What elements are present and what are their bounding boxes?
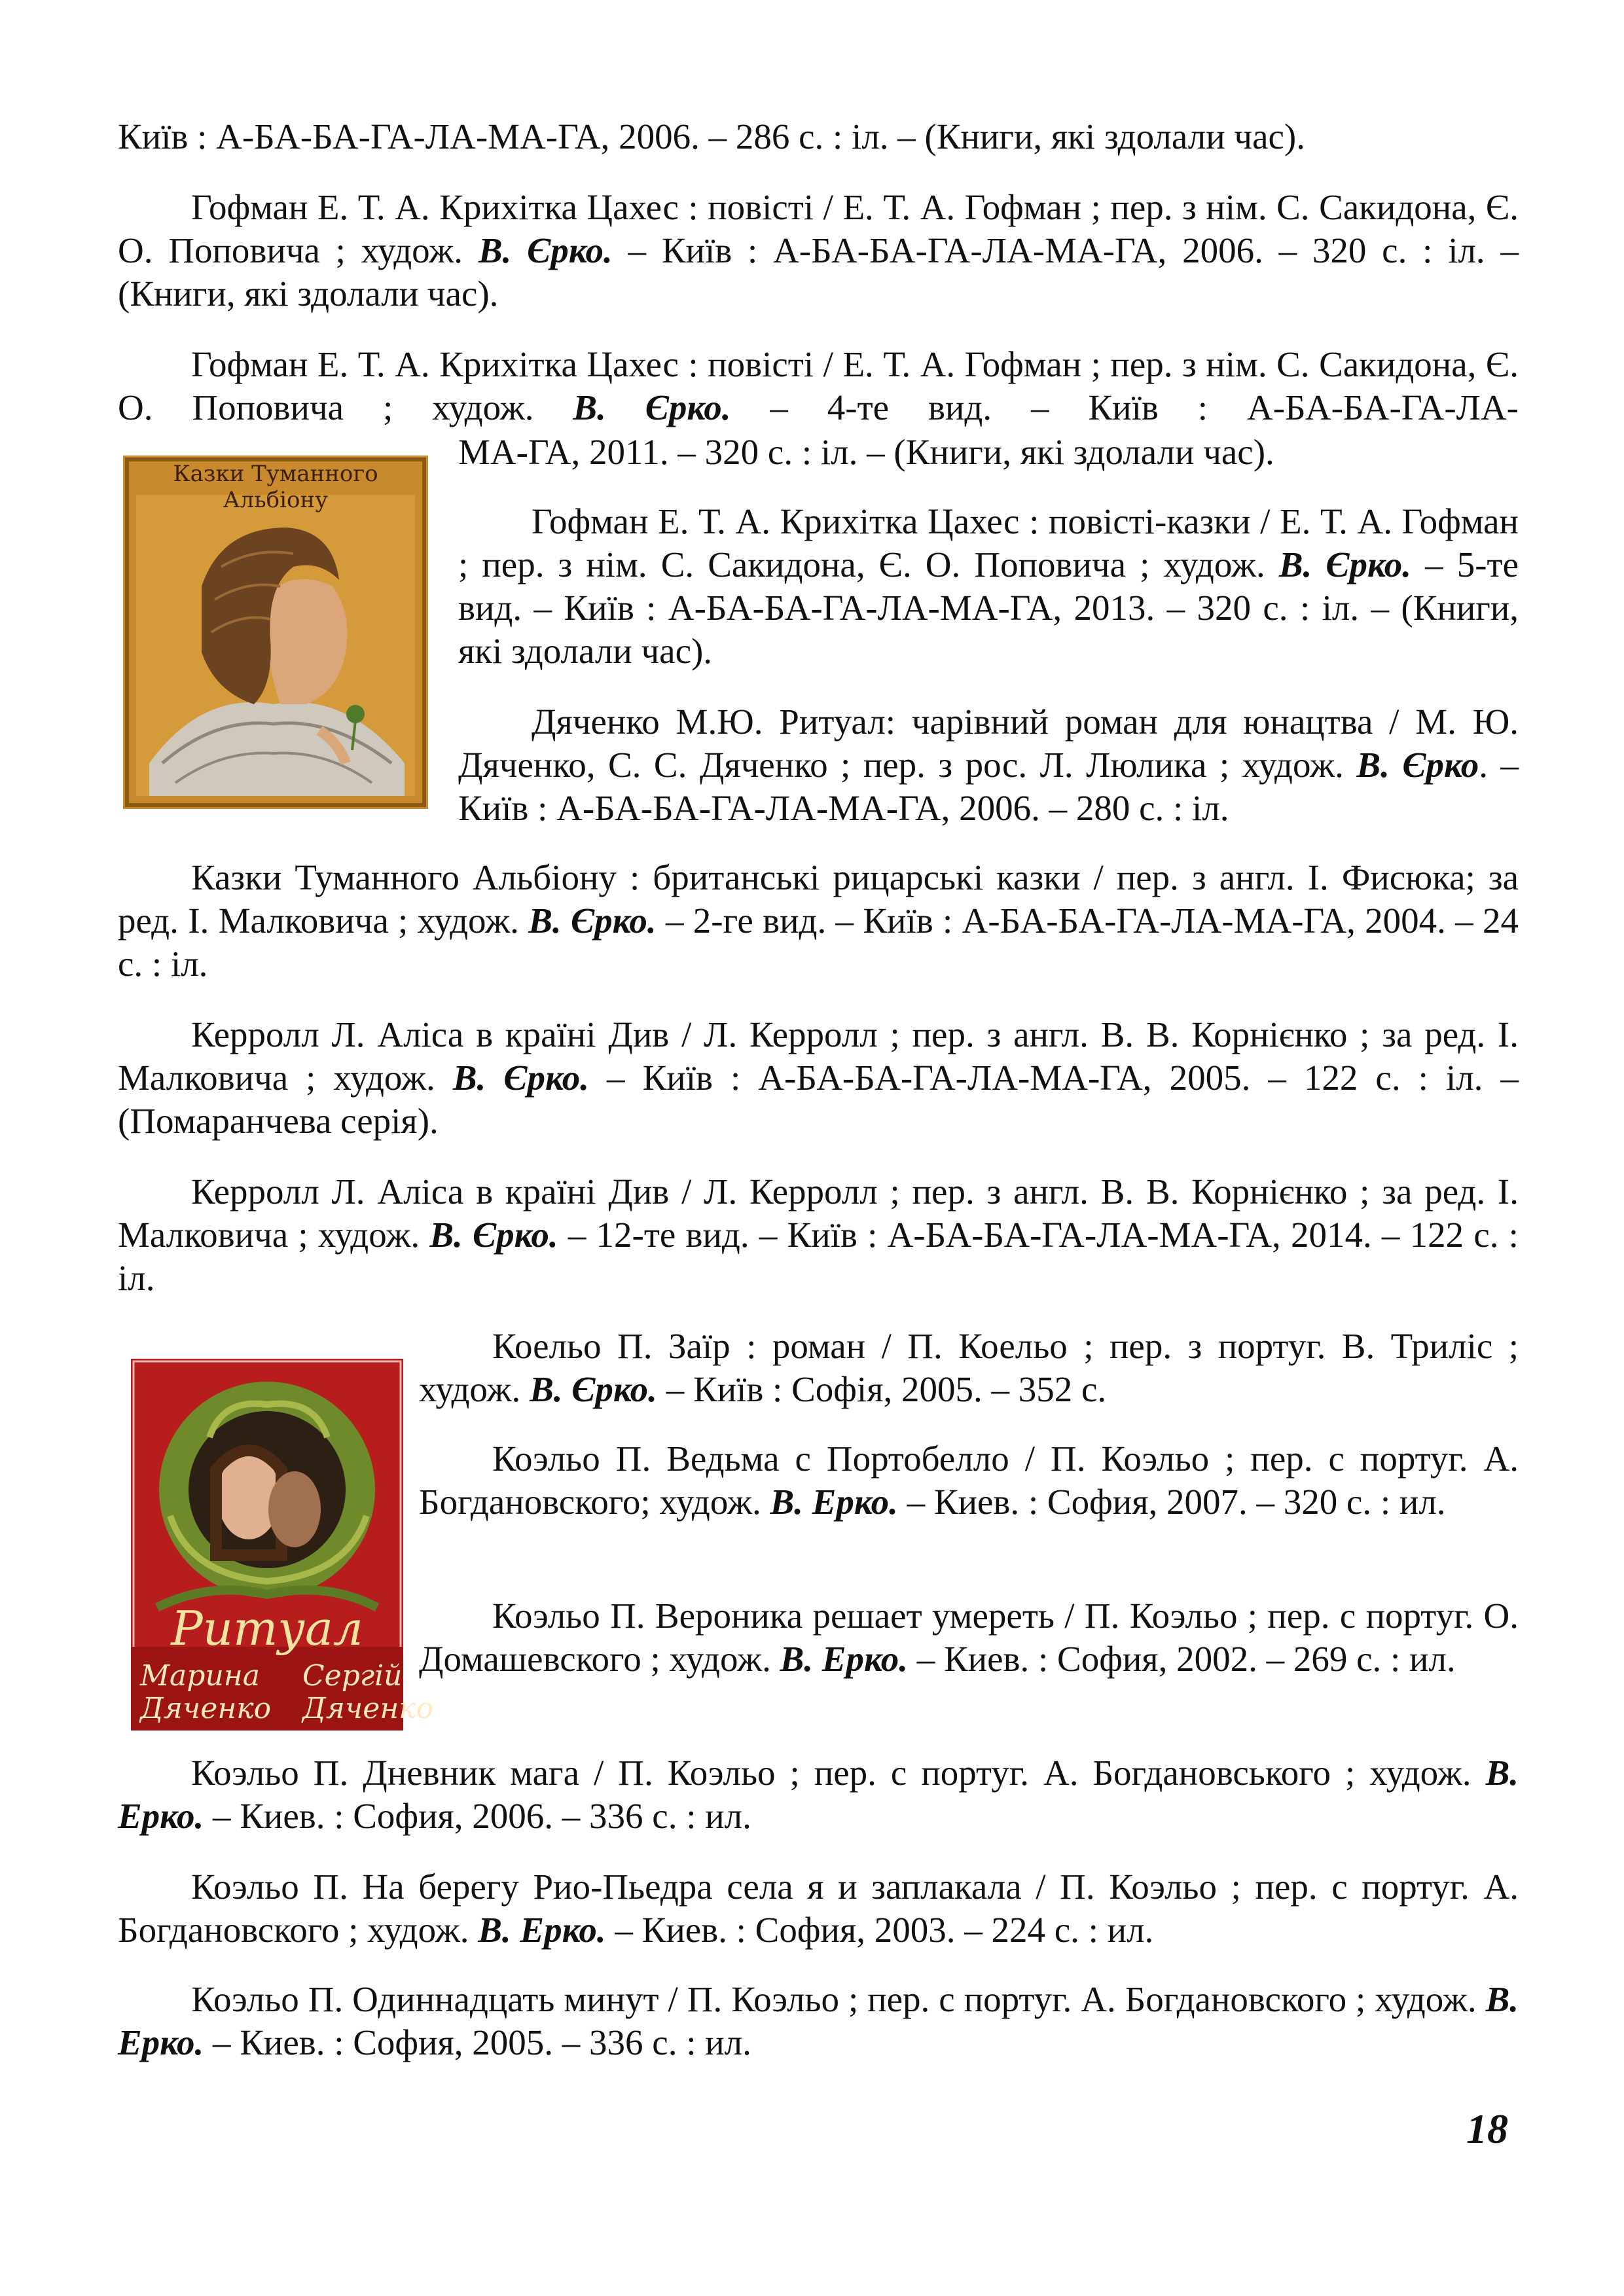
page-number: 18: [1466, 2106, 1508, 2152]
entry-text: – 2-ге вид. – Київ : А-БА-БА-ГА-ЛА-МА-ГА, 2004. – 24 с. : іл.: [118, 901, 1519, 984]
entry-text: – Київ : Софія, 2005. – 352 с.: [657, 1369, 1107, 1409]
entry-2: [118, 343, 1519, 429]
illustrator-name: В. Єрко.: [452, 1058, 590, 1098]
entry-text: Київ : А-БА-БА-ГА-ЛА-МА-ГА, 2006. – 286 с. : іл. – (Книги, які здолали час).: [118, 117, 1305, 156]
ritual-cover-title: Ритуал: [171, 1601, 363, 1656]
entry-text: – Киев. : София, 2005. – 336 с. : ил.: [204, 2022, 751, 2062]
entry-12: [118, 1865, 1519, 1952]
entry-text: Коэльо П. На берегу Рио-Пьедра села я и заплакала / П. Коэльо ; пер. с португ. А. Богдановского ; худож.: [118, 1867, 1519, 1950]
entry-text: – Киев. : София, 2007. – 320 с. : ил.: [897, 1482, 1446, 1522]
entry-text: Дяченко М.Ю. Ритуал: чарівний роман для юнацтва / М. Ю. Дяченко, С. С. Дяченко ; пер. з рос. Л. Люлика ; худож.: [458, 702, 1519, 785]
entry-text: Коэльо П. Дневник мага / П. Коэльо ; пер. с португ. А. Богдановського ; худож.: [191, 1753, 1486, 1793]
entry-text: – Киев. : София, 2003. – 224 с. : ил.: [605, 1910, 1154, 1950]
entry-13: [118, 1978, 1519, 2064]
entry-text: Гофман Е. Т. А. Крихітка Цахес : повісті-казки / Е. Т. А. Гофман ; пер. з нім. С. Сакидона, Є. О. Поповича ; худож.: [458, 501, 1519, 584]
entry-2-continuation: [458, 431, 1519, 474]
entry-text: – 12-те вид. – Київ : А-БА-БА-ГА-ЛА-МА-ГА, 2014. – 122 с. : іл.: [118, 1215, 1519, 1298]
entry-text: Гофман Е. Т. А. Крихітка Цахес : повісті / Е. Т. А. Гофман ; пер. з нім. С. Сакидона, Є. О. Поповича ; худож.: [118, 187, 1519, 270]
illustrator-name: В. Єрко.: [528, 901, 657, 941]
illustrator-name: В. Єрко.: [478, 230, 613, 270]
entry-11: [118, 1751, 1519, 1838]
illustrator-name: В. Єрко.: [530, 1369, 657, 1409]
illustrator-name: В. Єрко: [1356, 745, 1479, 785]
illustrator-name: В. Єрко.: [429, 1215, 558, 1255]
ritual-cover-author-right: Сергій Дяченко: [302, 1659, 434, 1725]
entry-text: Казки Туманного Альбіону : британські рицарські казки / пер. з англ. І. Фисюка; за ред. І. Малковича ; худож.: [118, 857, 1519, 941]
illustrator-name: В. Ерко.: [780, 1639, 908, 1679]
book-cover-ritual: [131, 1359, 434, 1731]
ritual-cover-author-left: Марина Дяченко: [140, 1659, 272, 1725]
illustrator-name: В. Ерко.: [478, 1910, 606, 1950]
entry-4: [458, 700, 1519, 830]
entry-text: – 5-те вид. – Київ : А-БА-БА-ГА-ЛА-МА-ГА, 2013. – 320 с. : іл. – (Книги, які здолали час).: [458, 545, 1519, 671]
entry-text: – 4-те вид. – Київ : А-БА-БА-ГА-ЛА-: [731, 387, 1519, 427]
entry-3: [458, 500, 1519, 673]
entry-text: . – Київ : А-БА-БА-ГА-ЛА-МА-ГА, 2006. – 280 с. : іл.: [458, 745, 1519, 828]
illustrator-name: В. Єрко.: [1278, 545, 1412, 584]
entry-text: – Київ : А-БА-БА-ГА-ЛА-МА-ГА, 2006. – 320 с. : іл. – (Книги, які здолали час).: [118, 230, 1519, 314]
entry-text: – Киев. : София, 2002. – 269 с. : ил.: [908, 1639, 1456, 1679]
illustrator-name: В. Ерко.: [770, 1482, 898, 1522]
entry-text: Гофман Е. Т. А. Крихітка Цахес : повісті / Е. Т. А. Гофман ; пер. з нім. С. Сакидона, Є. О. Поповича ; худож.: [118, 344, 1519, 427]
entry-text: МА-ГА, 2011. – 320 с. : іл. – (Книги, які здолали час).: [458, 432, 1274, 472]
albion-cover-title: Казки Туманного Альбіону: [173, 461, 378, 513]
book-cover-albion: [123, 456, 428, 809]
entry-text: Коэльо П. Вероника решает умереть / П. Коэльо ; пер. с португ. О. Домашевского ; худож.: [419, 1596, 1519, 1679]
entry-text: Керролл Л. Аліса в країні Див / Л. Керролл ; пер. з англ. В. В. Корнієнко ; за ред. І. Малковича ; худож.: [118, 1014, 1519, 1098]
entry-text: Коельо П. Заїр : роман / П. Коельо ; пер. з португ. В. Триліс ; худож.: [419, 1326, 1519, 1409]
entry-text: Коэльо П. Ведьма с Портобелло / П. Коэльо ; пер. с португ. А. Богдановского; худож.: [419, 1439, 1519, 1522]
entry-9: [419, 1437, 1519, 1524]
illustrator-name: В. Ерко.: [118, 1753, 1519, 1836]
entry-1: [118, 186, 1519, 315]
illustrator-name: В. Ерко.: [118, 1979, 1519, 2062]
entry-text: Керролл Л. Аліса в країні Див / Л. Керролл ; пер. з англ. В. В. Корнієнко ; за ред. І. Малковича ; худож.: [118, 1172, 1519, 1255]
entry-10: [419, 1594, 1519, 1681]
entry-text: – Киев. : София, 2006. – 336 с. : ил.: [204, 1796, 751, 1836]
entry-0: [118, 115, 1519, 158]
entry-5: [118, 856, 1519, 986]
entry-6: [118, 1013, 1519, 1143]
illustrator-name: В. Єрко.: [573, 387, 731, 427]
entry-text: Коэльо П. Одиннадцать минут / П. Коэльо ; пер. с португ. А. Богдановского ; худож.: [191, 1979, 1486, 2019]
entry-7: [118, 1170, 1519, 1300]
entry-text: – Київ : А-БА-БА-ГА-ЛА-МА-ГА, 2005. – 122 с. : іл. – (Помаранчева серія).: [118, 1058, 1519, 1141]
entry-8: [419, 1325, 1519, 1411]
